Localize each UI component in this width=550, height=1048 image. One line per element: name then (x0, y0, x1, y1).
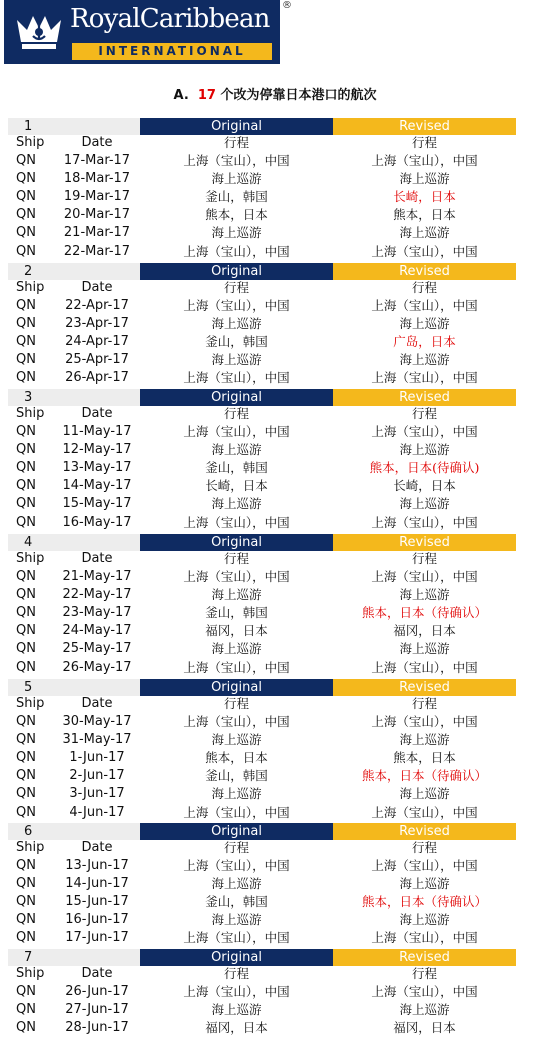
itinerary-row (8, 911, 516, 929)
itinerary-row (8, 351, 516, 369)
itinerary-row (8, 767, 516, 785)
revised-itinerary-header: 行程 (411, 406, 437, 421)
revised-port: 上海（宝山），中国 (371, 152, 478, 168)
ship-code: QN (16, 749, 36, 765)
original-itinerary-header: 行程 (223, 551, 249, 566)
sail-date: 24-May-17 (62, 623, 132, 639)
royal-caribbean-logo (4, 0, 280, 64)
original-port: 上海（宝山），中国 (183, 713, 290, 729)
sail-date: 2-Jun-17 (69, 768, 125, 784)
ship-code: QN (16, 170, 36, 186)
revised-port: 海上巡游 (399, 225, 450, 241)
voyage-block (8, 118, 516, 261)
revised-port-changed: 熊本，日本（待确认） (361, 893, 487, 909)
revised-port: 海上巡游 (399, 875, 450, 891)
revised-header: Revised (333, 389, 516, 406)
original-port: 上海（宝山），中国 (183, 243, 290, 259)
revised-port: 上海（宝山），中国 (371, 713, 478, 729)
original-port: 上海（宝山），中国 (183, 804, 290, 820)
sail-date: 20-Mar-17 (63, 207, 131, 223)
original-port: 上海（宝山），中国 (183, 659, 290, 675)
ship-code: QN (16, 804, 36, 820)
ship-code: QN (16, 604, 36, 620)
column-header-row (8, 280, 516, 297)
original-header: Original (140, 118, 333, 135)
original-port: 海上巡游 (211, 352, 262, 368)
original-header: Original (140, 823, 333, 840)
original-port: 海上巡游 (211, 315, 262, 331)
sail-date: 13-Jun-17 (65, 857, 129, 873)
revised-port: 海上巡游 (399, 441, 450, 457)
voyage-block (8, 679, 516, 822)
revised-port: 熊本，日本 (393, 207, 456, 223)
ship-code: QN (16, 1001, 36, 1017)
original-itinerary-header: 行程 (223, 696, 249, 711)
sail-date: 11-May-17 (62, 423, 132, 439)
sail-date: 18-Mar-17 (63, 170, 131, 186)
revised-port: 海上巡游 (399, 786, 450, 802)
itinerary-row (8, 243, 516, 261)
sail-date: 25-May-17 (62, 641, 132, 657)
original-port: 海上巡游 (211, 875, 262, 891)
column-header-row (8, 406, 516, 423)
revised-port: 海上巡游 (399, 170, 450, 186)
sail-date: 24-Apr-17 (65, 333, 129, 349)
original-header: Original (140, 679, 333, 696)
itinerary-row (8, 459, 516, 477)
voyage-header-bar (8, 118, 516, 135)
ship-code: QN (16, 496, 36, 512)
original-port: 海上巡游 (211, 641, 262, 657)
voyage-header-bar (8, 949, 516, 966)
voyage-number: 5 (8, 679, 140, 696)
voyage-block (8, 534, 516, 677)
brand-name: RoyalCaribbean (70, 4, 270, 34)
voyage-header-bar (8, 823, 516, 840)
itinerary-row (8, 785, 516, 803)
revised-header: Revised (333, 949, 516, 966)
itinerary-row (8, 804, 516, 822)
revised-port: 上海（宝山），中国 (371, 514, 478, 530)
revised-port: 上海（宝山），中国 (371, 423, 478, 439)
sail-date: 26-Apr-17 (65, 370, 129, 386)
itinerary-row (8, 206, 516, 224)
original-port: 釜山，韩国 (205, 333, 268, 349)
original-port: 釜山，韩国 (205, 459, 268, 475)
revised-port: 海上巡游 (399, 586, 450, 602)
itinerary-row (8, 224, 516, 242)
ship-code: QN (16, 983, 36, 999)
sail-date: 3-Jun-17 (69, 786, 125, 802)
sail-date: 25-Apr-17 (65, 352, 129, 368)
revised-itinerary-header: 行程 (411, 696, 437, 711)
voyage-block (8, 389, 516, 532)
original-port: 海上巡游 (211, 170, 262, 186)
sail-date: 1-Jun-17 (69, 749, 125, 765)
sail-date: 14-May-17 (62, 478, 132, 494)
sail-date: 16-May-17 (62, 514, 132, 530)
date-column-header: Date (81, 280, 113, 295)
itinerary-row (8, 713, 516, 731)
revised-port: 海上巡游 (399, 1001, 450, 1017)
sail-date: 23-May-17 (62, 604, 132, 620)
date-column-header: Date (81, 966, 113, 981)
itinerary-row (8, 875, 516, 893)
voyage-header-bar (8, 263, 516, 280)
original-port: 海上巡游 (211, 441, 262, 457)
itinerary-row (8, 983, 516, 1001)
revised-port: 上海（宝山），中国 (371, 804, 478, 820)
original-port: 海上巡游 (211, 225, 262, 241)
revised-itinerary-header: 行程 (411, 135, 437, 150)
sail-date: 27-Jun-17 (65, 1001, 129, 1017)
voyage-number: 6 (8, 823, 140, 840)
revised-port: 上海（宝山），中国 (371, 930, 478, 946)
original-port: 釜山，韩国 (205, 893, 268, 909)
sail-date: 26-May-17 (62, 659, 132, 675)
itinerary-row (8, 315, 516, 333)
ship-code: QN (16, 514, 36, 530)
ship-code: QN (16, 352, 36, 368)
itinerary-row (8, 857, 516, 875)
revised-header: Revised (333, 263, 516, 280)
sail-date: 16-Jun-17 (65, 912, 129, 928)
voyage-header-bar (8, 534, 516, 551)
itinerary-row (8, 1019, 516, 1037)
itinerary-row (8, 297, 516, 315)
ship-code: QN (16, 333, 36, 349)
itinerary-row (8, 441, 516, 459)
registered-mark: ® (282, 0, 292, 11)
revised-port: 熊本，日本 (393, 749, 456, 765)
itinerary-row (8, 1001, 516, 1019)
column-header-row (8, 551, 516, 568)
itinerary-row (8, 495, 516, 513)
revised-port: 上海（宝山），中国 (371, 568, 478, 584)
revised-port: 上海（宝山），中国 (371, 243, 478, 259)
original-port: 上海（宝山），中国 (183, 857, 290, 873)
original-header: Original (140, 389, 333, 406)
original-port: 釜山，韩国 (205, 768, 268, 784)
original-port: 海上巡游 (211, 1001, 262, 1017)
ship-column-header: Ship (16, 551, 45, 566)
heading-prefix: A. (173, 88, 189, 103)
voyage-header-bar (8, 389, 516, 406)
revised-itinerary-header: 行程 (411, 280, 437, 295)
original-port: 上海（宝山），中国 (183, 297, 290, 313)
date-column-header: Date (81, 696, 113, 711)
heading-text: 个改为停靠日本港口的航次 (220, 88, 377, 103)
revised-itinerary-header: 行程 (411, 840, 437, 855)
revised-port: 海上巡游 (399, 352, 450, 368)
original-itinerary-header: 行程 (223, 135, 249, 150)
sail-date: 14-Jun-17 (65, 875, 129, 891)
revised-port-changed: 熊本，日本（待确认） (361, 768, 487, 784)
ship-code: QN (16, 857, 36, 873)
sail-date: 22-Mar-17 (63, 243, 131, 259)
sail-date: 12-May-17 (62, 441, 132, 457)
itinerary-row (8, 152, 516, 170)
ship-code: QN (16, 568, 36, 584)
date-column-header: Date (81, 840, 113, 855)
original-port: 釜山，韩国 (205, 188, 268, 204)
itinerary-row (8, 423, 516, 441)
voyage-number: 1 (8, 118, 140, 135)
column-header-row (8, 135, 516, 152)
voyage-block (8, 823, 516, 948)
sail-date: 21-May-17 (62, 568, 132, 584)
revised-port-changed: 长崎，日本 (393, 188, 456, 204)
original-port: 上海（宝山），中国 (183, 423, 290, 439)
voyage-block (8, 949, 516, 1037)
itinerary-row (8, 333, 516, 351)
sail-date: 30-May-17 (62, 713, 132, 729)
revised-port-changed: 熊本，日本（待确认） (361, 604, 487, 620)
itinerary-row (8, 170, 516, 188)
original-port: 上海（宝山），中国 (183, 568, 290, 584)
itinerary-row (8, 731, 516, 749)
revised-port-changed: 广岛，日本 (393, 333, 456, 349)
ship-code: QN (16, 370, 36, 386)
ship-code: QN (16, 1019, 36, 1035)
ship-code: QN (16, 930, 36, 946)
ship-code: QN (16, 459, 36, 475)
heading-count: 17 (197, 88, 216, 103)
itinerary-row (8, 586, 516, 604)
revised-port: 上海（宝山），中国 (371, 297, 478, 313)
voyage-number: 4 (8, 534, 140, 551)
ship-column-header: Ship (16, 966, 45, 981)
ship-column-header: Ship (16, 696, 45, 711)
sail-date: 21-Mar-17 (63, 225, 131, 241)
itinerary-row (8, 514, 516, 532)
original-port: 上海（宝山），中国 (183, 152, 290, 168)
ship-code: QN (16, 423, 36, 439)
sail-date: 17-Jun-17 (65, 930, 129, 946)
itinerary-row (8, 604, 516, 622)
ship-code: QN (16, 297, 36, 313)
original-port: 釜山，韩国 (205, 604, 268, 620)
ship-code: QN (16, 207, 36, 223)
original-port: 熊本，日本 (205, 749, 268, 765)
original-port: 福冈，日本 (205, 1019, 268, 1035)
ship-code: QN (16, 315, 36, 331)
sail-date: 22-May-17 (62, 586, 132, 602)
original-header: Original (140, 534, 333, 551)
sail-date: 13-May-17 (62, 459, 132, 475)
brand-strip-text: INTERNATIONAL (98, 44, 246, 58)
original-port: 上海（宝山），中国 (183, 930, 290, 946)
original-itinerary-header: 行程 (223, 840, 249, 855)
revised-port: 福冈，日本 (393, 623, 456, 639)
original-port: 上海（宝山），中国 (183, 514, 290, 530)
itinerary-row (8, 568, 516, 586)
original-header: Original (140, 263, 333, 280)
ship-code: QN (16, 441, 36, 457)
revised-header: Revised (333, 118, 516, 135)
original-itinerary-header: 行程 (223, 406, 249, 421)
revised-itinerary-header: 行程 (411, 551, 437, 566)
revised-port: 福冈，日本 (393, 1019, 456, 1035)
ship-column-header: Ship (16, 135, 45, 150)
brand-strip (72, 43, 272, 60)
sail-date: 19-Mar-17 (63, 188, 131, 204)
revised-port: 海上巡游 (399, 315, 450, 331)
itinerary-row (8, 369, 516, 387)
itinerary-row (8, 640, 516, 658)
sail-date: 31-May-17 (62, 731, 132, 747)
original-port: 海上巡游 (211, 496, 262, 512)
original-port: 熊本，日本 (205, 207, 268, 223)
voyage-number: 7 (8, 949, 140, 966)
original-port: 上海（宝山），中国 (183, 370, 290, 386)
ship-code: QN (16, 586, 36, 602)
revised-header: Revised (333, 679, 516, 696)
original-port: 海上巡游 (211, 912, 262, 928)
voyage-header-bar (8, 679, 516, 696)
voyage-number: 3 (8, 389, 140, 406)
ship-code: QN (16, 875, 36, 891)
original-port: 福冈，日本 (205, 623, 268, 639)
sail-date: 22-Apr-17 (65, 297, 129, 313)
revised-port: 海上巡游 (399, 912, 450, 928)
ship-code: QN (16, 243, 36, 259)
voyage-number: 2 (8, 263, 140, 280)
revised-header: Revised (333, 823, 516, 840)
voyage-block (8, 263, 516, 388)
ship-code: QN (16, 713, 36, 729)
itinerary-row (8, 929, 516, 947)
revised-port: 海上巡游 (399, 496, 450, 512)
ship-code: QN (16, 659, 36, 675)
section-heading (0, 84, 550, 103)
sail-date: 26-Jun-17 (65, 983, 129, 999)
ship-code: QN (16, 912, 36, 928)
original-itinerary-header: 行程 (223, 966, 249, 981)
original-port: 上海（宝山），中国 (183, 983, 290, 999)
ship-column-header: Ship (16, 840, 45, 855)
ship-code: QN (16, 152, 36, 168)
ship-code: QN (16, 478, 36, 494)
date-column-header: Date (81, 551, 113, 566)
original-header: Original (140, 949, 333, 966)
itinerary-row (8, 893, 516, 911)
sail-date: 4-Jun-17 (69, 804, 125, 820)
original-port: 海上巡游 (211, 786, 262, 802)
revised-port-changed: 熊本，日本(待确认) (369, 459, 480, 475)
ship-code: QN (16, 641, 36, 657)
revised-header: Revised (333, 534, 516, 551)
ship-code: QN (16, 623, 36, 639)
revised-port: 上海（宝山），中国 (371, 857, 478, 873)
original-itinerary-header: 行程 (223, 280, 249, 295)
revised-port: 长崎，日本 (393, 478, 456, 494)
sail-date: 28-Jun-17 (65, 1019, 129, 1035)
ship-column-header: Ship (16, 280, 45, 295)
sail-date: 15-Jun-17 (65, 893, 129, 909)
sail-date: 15-May-17 (62, 496, 132, 512)
itinerary-row (8, 188, 516, 206)
revised-itinerary-header: 行程 (411, 966, 437, 981)
revised-port: 海上巡游 (399, 641, 450, 657)
revised-port: 上海（宝山），中国 (371, 370, 478, 386)
revised-port: 上海（宝山），中国 (371, 983, 478, 999)
sail-date: 17-Mar-17 (63, 152, 131, 168)
ship-code: QN (16, 731, 36, 747)
itinerary-row (8, 659, 516, 677)
original-port: 海上巡游 (211, 731, 262, 747)
ship-code: QN (16, 768, 36, 784)
column-header-row (8, 966, 516, 983)
original-port: 海上巡游 (211, 586, 262, 602)
itinerary-row (8, 477, 516, 495)
ship-code: QN (16, 188, 36, 204)
column-header-row (8, 840, 516, 857)
ship-code: QN (16, 893, 36, 909)
date-column-header: Date (81, 406, 113, 421)
ship-code: QN (16, 786, 36, 802)
revised-port: 上海（宝山），中国 (371, 659, 478, 675)
date-column-header: Date (81, 135, 113, 150)
itinerary-row (8, 749, 516, 767)
sail-date: 23-Apr-17 (65, 315, 129, 331)
itinerary-row (8, 622, 516, 640)
ship-code: QN (16, 225, 36, 241)
crown-anchor-icon (13, 6, 65, 58)
original-port: 长崎，日本 (205, 478, 268, 494)
ship-column-header: Ship (16, 406, 45, 421)
column-header-row (8, 696, 516, 713)
revised-port: 海上巡游 (399, 731, 450, 747)
